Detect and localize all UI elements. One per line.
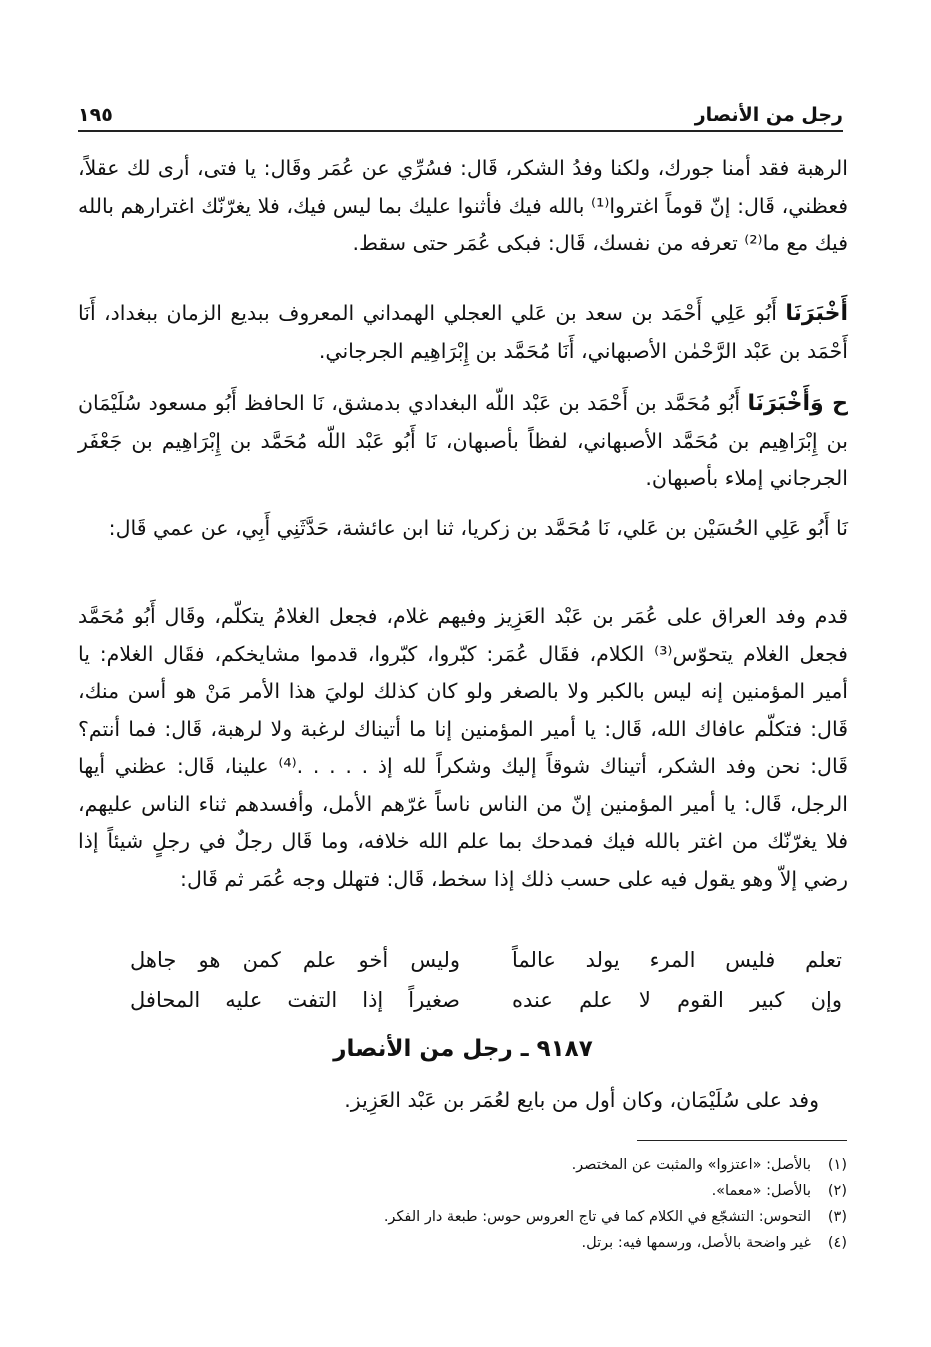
footnote-text: التحوس: التشجّع في الكلام كما في تاج العروس حوس: طبعة دار الفكر.: [383, 1209, 811, 1225]
poem-line-1-second-hemistich: وليس أخو علم كمن هو جاهل: [130, 948, 460, 972]
paragraph-3-text: أَبُو مُحَمَّد بن أَحْمَد بن عَبْد اللّه البغدادي بدمشق، نَا الحافظ أَبُو مسعود سُلَيْمَان بن إِبْرَاهِيم بن مُحَمَّد الأصبهاني، لفظاً بأصبهان، نَا أَبُو عَبْد اللّه مُحَمَّد بن إِبْرَاهِيم بن جَعْفَر الجرجاني إملاء بأصبهان.: [78, 391, 848, 490]
poem-line-2-second-hemistich: صغيراً إذا التفت عليه المحافل: [130, 988, 460, 1012]
footnote-item: [87, 1204, 847, 1230]
page-header: [78, 88, 843, 132]
paragraph-2-text: أَبُو عَلِي أَحْمَد بن سعد بن عَلي العجلي الهمداني المعروف ببديع الزمان ببغداد، أَنَا أَحْمَد بن عَبْد الرَّحْمٰن الأصبهاني، أَنَا مُحَمَّد بن إِبْرَاهِيم الجرجاني.: [78, 301, 848, 363]
paragraph-1: الرهبة فقد أمنا جورك، ولكنا وفدُ الشكر، قَال: فسُرِّي عن عُمَر وقَال: يا فتى، أرى لك عقلاً، فعظني، قَال: إنّ قوماً اغتروا⁽¹⁾ بالله فيك فأثنوا عليك بما ليس فيك، فلا يغرّنّك اغترارهم بالله فيك مع ما⁽²⁾ تعرفه من نفسك، قَال: فبكى عُمَر حتى سقط.: [78, 156, 849, 255]
footnote-item: [87, 1178, 847, 1204]
poem: [130, 940, 842, 1020]
page-number: ١٩٥: [78, 104, 113, 126]
poem-line-1-first-hemistich: تعلم فليس المرء يولد عالماً: [512, 948, 842, 972]
poem-line-1: [130, 940, 842, 980]
footnote-item: [87, 1230, 847, 1256]
paragraph-5: قدم وفد العراق على عُمَر بن عَبْد العَزِيز وفيهم غلام، فجعل الغلامُ يتكلّم، وقَال أَبُو مُحَمَّد فجعل الغلام يتحوّس⁽³⁾ الكلام، فقَال عُمَر: كبّروا، كبّروا، قدموا مشايخكم، فقَال الغلام: يا أمير المؤمنين إنه ليس بالكبر ولا بالصغر ولو كان كذلك لوليَ هذا الأمر مَنْ هو أسن منك، قَال: فتكلّم عافاك الله، قَال: يا أمير المؤمنين إنا ما أتيناك لرغبة ولا لرهبة، قَال: فما أنتم؟ قَال: نحن وفد الشكر، أتيناك شوقاً إليك وشكراً لله إذ . . . . .⁽⁴⁾ علينا، قَال: عظني أيها الرجل، قَال: يا أمير المؤمنين إنّ من الناس ناساً غرّهم الأمل، وأفسدهم ثناء الناس عليهم، فلا يغرّنّك من اغتر بالله فيك فمدحك بما علم الله خلافه، وما قَال رجلٌ في رجلٍ شيئاً إذا رضي إلاّ وهو يقول فيه على حسب ذلك إذا سخط، قَال: فتهلل وجه عُمَر ثم قَال:: [78, 604, 848, 891]
paragraph-2-lead: أَخْبَرَنَا: [785, 301, 848, 326]
paragraph-4: نَا أَبُو عَلِي الحُسَيْن بن عَلي، نَا مُحَمَّد بن زكريا، ثنا ابن عائشة، حَدَّثَنِي أَبِي، عن عمي قَال:: [108, 516, 848, 540]
footnote-number: (١): [827, 1157, 847, 1173]
footnote-text: غير واضحة بالأصل، ورسمها فيه: برتل.: [581, 1235, 811, 1251]
footnote-number: (٢): [827, 1183, 847, 1199]
paragraph-2: [78, 295, 848, 370]
poem-line-2: [130, 980, 842, 1020]
entry-text: وفد على سُلَيْمَان، وكان أول من بايع لعُمَر بن عَبْد العَزِيز.: [344, 1088, 819, 1112]
footnote-number: (٣): [827, 1209, 847, 1225]
running-title: رجل من الأنصار: [694, 104, 843, 126]
footnotes: [87, 1152, 847, 1256]
footnote-text: بالأصل: «اعتزوا» والمثبت عن المختصر.: [571, 1157, 811, 1173]
footnote-divider: [637, 1140, 847, 1141]
footnote-number: (٤): [827, 1235, 847, 1251]
entry-heading: ٩١٨٧ ـ رجل من الأنصار: [333, 1036, 593, 1062]
footnote-text: بالأصل: «معما».: [711, 1183, 811, 1199]
poem-line-2-first-hemistich: وإن كبير القوم لا علم عنده: [512, 988, 842, 1012]
paragraph-3: [78, 385, 848, 498]
paragraph-3-lead: ح وَأَخْبَرَنَا: [747, 391, 848, 416]
footnote-item: [87, 1152, 847, 1178]
